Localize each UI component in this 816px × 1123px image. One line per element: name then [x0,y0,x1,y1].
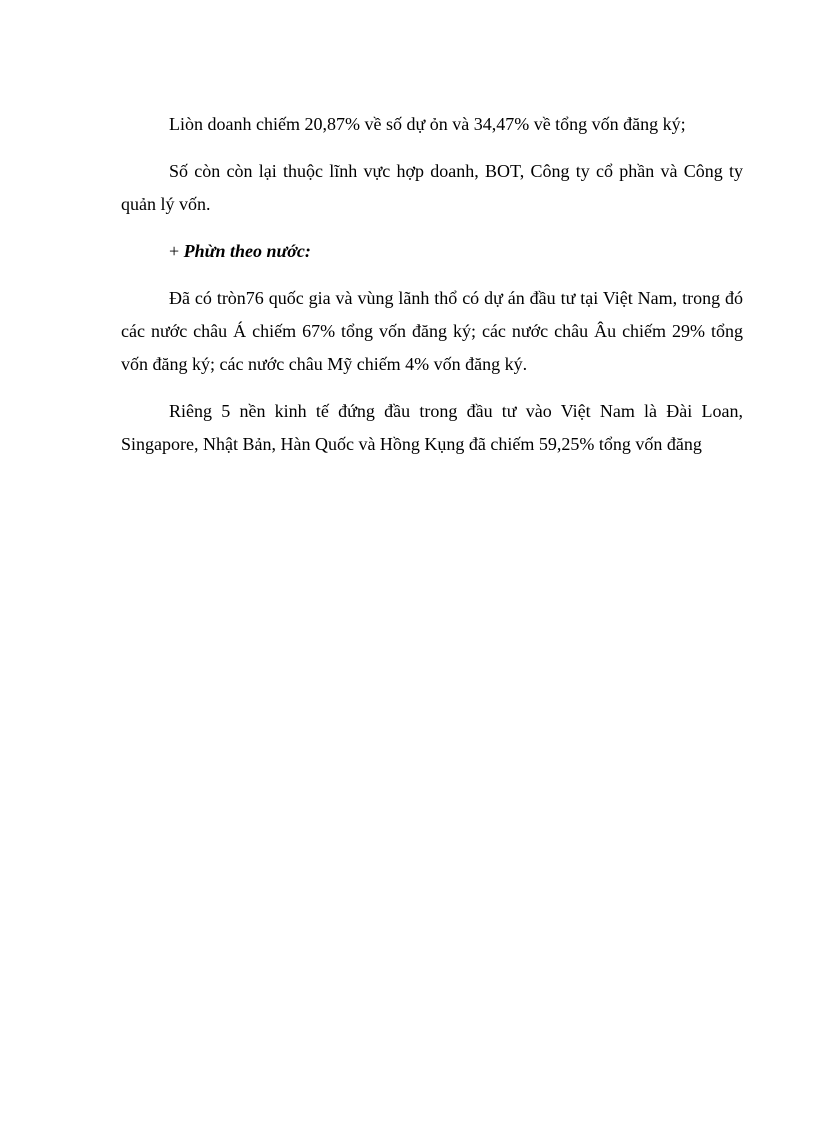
paragraph-joint-venture: Liòn doanh chiếm 20,87% về số dự ỏn và 34,47% về tổng vốn đăng ký; [169,114,686,134]
paragraph-top-economies: Riêng 5 nền kinh tế đứng đầu trong đầu tư vào Việt Nam là Đài Loan, Singapore, Nhật Bản, Hàn Quốc và Hồng Kụng đã chiếm 59,25% tổng vốn đăng [121,401,743,454]
heading-title: Phừn theo nước: [183,241,311,261]
paragraph-remaining-sectors: Số còn còn lại thuộc lĩnh vực hợp doanh, BOT, Công ty cổ phần và Công ty quản lý vốn. [121,161,743,214]
section-heading-by-country [121,235,743,268]
paragraph-countries: Đã có tròn76 quốc gia và vùng lãnh thổ có dự án đầu tư tại Việt Nam, trong đó các nước châu Á chiếm 67% tổng vốn đăng ký; các nước châu Âu chiếm 29% tổng vốn đăng ký; các nước châu Mỹ chiếm 4% vốn đăng ký. [121,288,743,374]
document-body [121,108,743,475]
heading-prefix: + [169,241,184,261]
